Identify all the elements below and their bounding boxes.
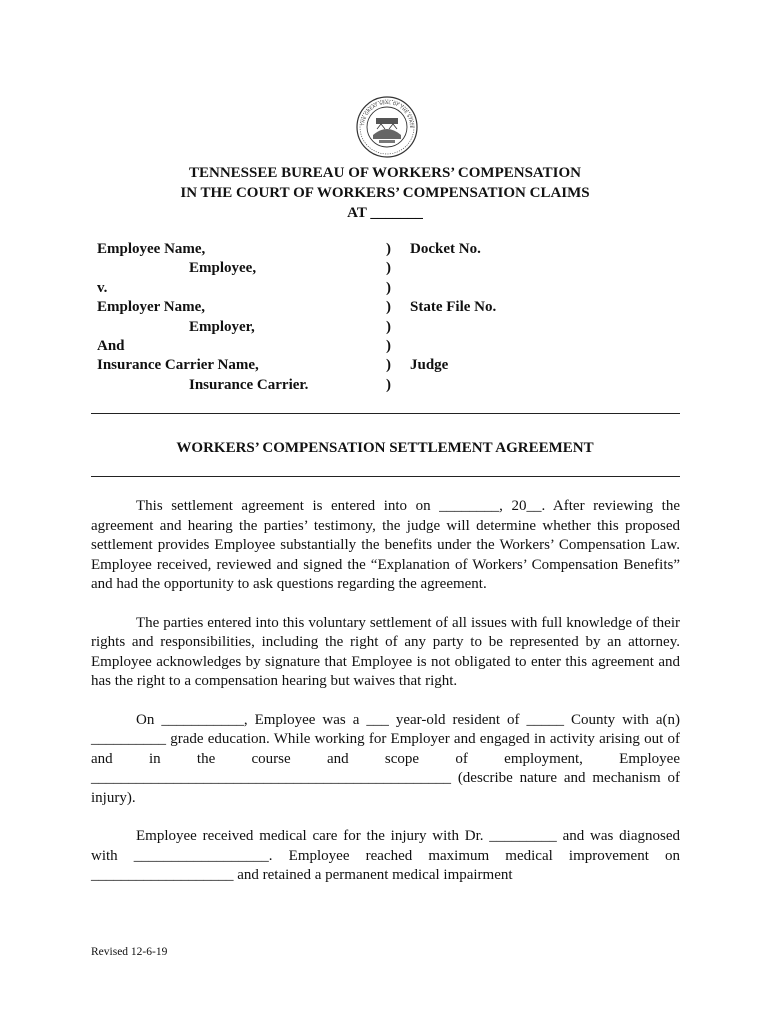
caption-versus: v. <box>97 279 108 296</box>
docket-number-label: Docket No. <box>410 241 481 257</box>
caption-paren: ) <box>386 318 391 335</box>
caption-carrier-name: Insurance Carrier Name, <box>97 357 259 374</box>
caption-employer-role: Employer, <box>189 318 255 335</box>
judge-label: Judge <box>410 357 449 374</box>
case-caption-numbers <box>410 240 670 395</box>
document-title: WORKERS’ COMPENSATION SETTLEMENT AGREEMENT <box>176 440 594 456</box>
state-file-number-label: State File No. <box>410 299 497 316</box>
header-court: IN THE COURT OF WORKERS’ COMPENSATION CLAIMS <box>180 185 590 201</box>
caption-blank <box>410 259 670 278</box>
caption-employee-name: Employee Name, <box>97 241 206 257</box>
caption-paren: ) <box>386 337 391 354</box>
title-top-divider <box>91 413 680 414</box>
caption-paren: ) <box>386 357 391 374</box>
paragraph-injury-details: On ___________, Employee was a ___ year-old resident of _____ County with a(n) __________ grade education. While working for Employer and engaged in activity arising out of and in the course and scope of employment, Employee ________________________________________________ (describe nature and mechanism of injury). <box>91 711 680 806</box>
paragraph-settlement-date: This settlement agreement is entered into on ________, 20__. After reviewing the agreement and hearing the parties’ testimony, the judge will determine whether this proposed settlement provides Employee substantially the benefits under the Workers’ Compensation Law. Employee received, reviewed and signed the “Explanation of Workers’ Compensation Benefits” and had the opportunity to ask questions regarding the agreement. <box>91 498 680 592</box>
caption-paren: ) <box>386 279 391 296</box>
paragraph-medical-care: Employee received medical care for the injury with Dr. _________ and was diagnosed with __________________. Employee reached maximum medical improvement on ___________________ and retained a permanent medical impairment <box>91 828 680 883</box>
caption-blank <box>410 376 670 395</box>
caption-paren: ) <box>386 260 391 277</box>
header-location: AT _______ <box>347 205 423 221</box>
header-agency: TENNESSEE BUREAU OF WORKERS’ COMPENSATION <box>188 165 581 181</box>
caption-carrier-role: Insurance Carrier. <box>189 376 309 393</box>
seal-text: THE GREAT SEAL OF THE STATE <box>360 99 415 129</box>
caption-paren: ) <box>386 241 391 257</box>
caption-employee-role: Employee, <box>189 260 257 277</box>
caption-paren: ) <box>386 376 391 393</box>
revision-footer: Revised 12-6-19 <box>91 946 168 958</box>
caption-blank <box>410 279 670 298</box>
case-caption-brackets <box>386 240 398 395</box>
caption-blank <box>410 337 670 356</box>
case-caption-parties <box>97 240 387 395</box>
court-header <box>0 163 770 223</box>
paragraph-voluntary-settlement: The parties entered into this voluntary settlement of all issues with full knowledge of their rights and responsibilities, including the right of any party to be represented by an attorney. Employee acknowledges by signature that Employee is not obligated to enter this agreement and has the right to a compensation hearing but waives that right. <box>91 614 680 689</box>
caption-paren: ) <box>386 299 391 316</box>
caption-and: And <box>97 337 125 354</box>
caption-employer-name: Employer Name, <box>97 299 206 316</box>
title-bottom-divider <box>91 476 680 477</box>
agreement-body <box>91 497 680 905</box>
caption-blank <box>410 318 670 337</box>
state-seal-icon <box>355 95 419 159</box>
